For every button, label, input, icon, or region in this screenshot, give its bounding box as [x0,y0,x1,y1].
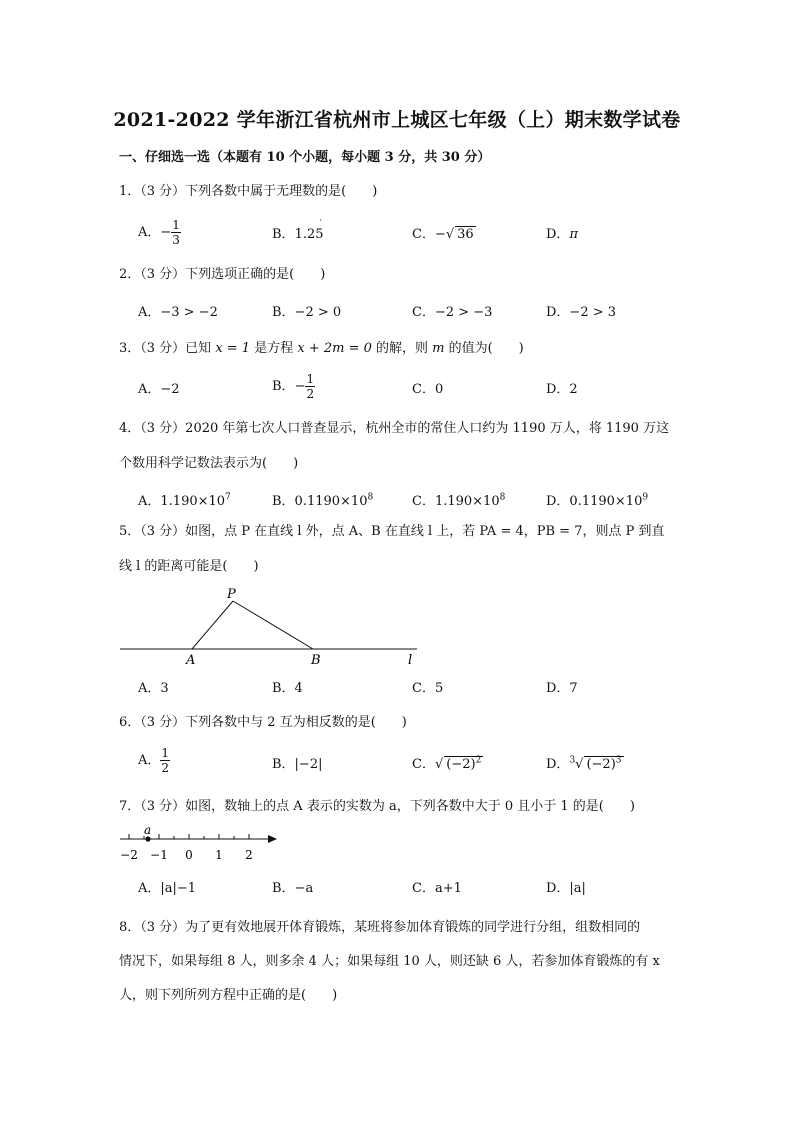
option-sign: − [294,379,306,394]
exponent: 8 [367,492,374,503]
radicand [444,756,483,772]
stem-math: x = 1 [215,341,251,356]
number-line-tick-label: 0 [185,848,193,862]
radicand-base: (−2) [586,757,616,772]
option-value: A．1.190×10 [138,494,226,509]
question-6-stem: 6．（3 分）下列各数中与 2 互为相反数的是( ) [119,715,407,730]
question-1-stem: 1．（3 分）下列各数中属于无理数的是( ) [119,184,378,199]
repeating-dot-icon: ˙ [318,219,324,230]
radical-sign-icon: √ [434,757,444,772]
question-7-option-a: A．|a|−1 [138,881,197,896]
triangle-figure [115,585,425,670]
option-value: B．0.1190×10 [272,494,368,509]
question-8-stem-line3: 人，则下列所列方程中正确的是( ) [119,988,338,1003]
exponent: 8 [499,492,506,503]
question-7-option-d: D．|a| [546,881,586,896]
question-4-option-b [272,490,373,509]
option-value: C．1.190×10 [412,494,500,509]
question-1-option-d [546,223,578,242]
option-label: D． [546,757,570,772]
question-3-option-d: D．2 [546,382,578,397]
point-a-label: a [144,823,152,837]
question-1-option-a [138,218,181,247]
option-label: A． [138,225,161,240]
exponent: 7 [225,492,231,503]
fraction-denominator: 2 [306,387,315,401]
option-label: B． [272,379,295,394]
question-6-option-b: B．|−2| [272,757,323,772]
stem-math: x + 2m = 0 [297,341,372,356]
fraction-denominator: 2 [161,761,170,775]
question-6-option-a [138,746,170,775]
question-4-option-a [138,490,231,509]
question-4-stem-line1: 4．（3 分）2020 年第七次人口普查显示，杭州全市的常住人口约为 1190 万人，将 1190 万这 [119,421,670,436]
question-7-stem: 7．（3 分）如图，数轴上的点 A 表示的实数为 a，下列各数中大于 0 且小于 1 的是( ) [119,799,635,814]
question-1-option-b [272,219,324,242]
option-label: C． [412,757,435,772]
fraction-denominator: 3 [172,233,180,247]
question-3-option-a: A．−2 [138,382,180,397]
option-label: B． [272,227,295,242]
number-line-ticks [120,834,253,862]
exponent: 2 [475,755,482,766]
fraction-numerator: 1 [306,372,315,386]
question-2-option-d: D．−2 > 3 [546,305,617,320]
question-8-stem-line2: 情况下，如果每组 8 人，则多余 4 人；如果每组 10 人，则还缺 6 人，若参加体育锻炼的有 x [119,954,660,969]
point-p-label: P [227,587,236,602]
exponent: 9 [642,492,649,503]
stem-text: 是方程 [250,341,298,356]
question-2-option-a: A．−3 > −2 [138,305,218,320]
question-5-option-d: D．7 [546,681,578,696]
question-3-stem [119,337,524,356]
segment-pb [233,601,313,649]
question-5-option-b: B．4 [272,681,303,696]
number-line-tick-label: 2 [245,848,253,862]
question-4-option-c [412,490,505,509]
question-2-option-b: B．−2 > 0 [272,305,342,320]
point-a-label: A [186,653,196,668]
question-5-option-c: C．5 [412,681,444,696]
number-line-tick-label: 1 [215,848,223,862]
stem-math: m [432,341,445,356]
fraction [305,372,315,401]
option-value: 1.2 [294,227,316,242]
number-line-tick-label: −2 [120,848,138,862]
question-5-option-a: A．3 [138,681,169,696]
arrow-right-icon [268,835,277,843]
number-line-figure [115,822,285,864]
number-line-tick-label: −1 [150,848,168,862]
question-2-option-c: C．−2 > −3 [412,305,493,320]
stem-text: 3．（3 分）已知 [119,341,216,356]
question-4-stem-line2: 个数用科学记数法表示为( ) [119,456,299,471]
question-6-option-c [412,753,483,772]
fraction [160,746,170,775]
option-sign: − [434,227,446,242]
stem-text: 的解，则 [371,341,433,356]
option-label: D． [546,227,570,242]
option-label: C． [412,227,435,242]
question-7-option-b: B．−a [272,881,314,896]
segment-pa [192,601,233,649]
question-8-stem-line1: 8．（3 分）为了更有效地展开体育锻炼，某班将参加体育锻炼的同学进行分组，组数相同的 [119,920,641,935]
fraction-numerator: 1 [172,218,180,232]
radical-sign-icon: √ [445,227,455,242]
question-5-stem-line2: 线 l 的距离可能是( ) [119,559,259,574]
fraction-numerator: 1 [161,746,170,760]
radical-sign-icon: √ [575,757,584,772]
radical-index: 3 [569,755,576,766]
question-5-stem-line1: 5．（3 分）如图，点 P 在直线 l 外，点 A、B 在直线 l 上，若 PA = 4，PB = 7，则点 P 到直 [119,524,665,539]
fraction [171,218,181,247]
point-a-dot [145,836,150,841]
radicand: 36 [457,227,474,242]
exponent: 3 [615,755,622,766]
radicand-base: (−2) [446,757,476,772]
line-l-label: l [408,653,413,668]
question-7-option-c: C．a+1 [412,881,462,896]
section-heading: 一、仔细选一选（本题有 10 个小题，每小题 3 分，共 30 分） [119,150,491,165]
question-3-option-b [272,372,315,401]
option-sign: − [160,225,172,240]
page-title: 2021-2022 学年浙江省杭州市上城区七年级（上）期末数学试卷 [113,109,681,131]
option-label: A． [138,753,161,768]
point-b-label: B [311,653,321,668]
option-value: π [569,227,578,242]
stem-text: 的值为( ) [444,341,524,356]
radicand [584,756,623,772]
option-value: D．0.1190×10 [546,494,643,509]
question-4-option-d [546,490,648,509]
question-3-option-c: C．0 [412,382,444,397]
repeating-decimal: 5 ˙ [315,219,324,242]
question-6-option-d [546,753,624,772]
question-2-stem: 2．（3 分）下列选项正确的是( ) [119,267,326,282]
question-1-option-c [412,223,476,242]
